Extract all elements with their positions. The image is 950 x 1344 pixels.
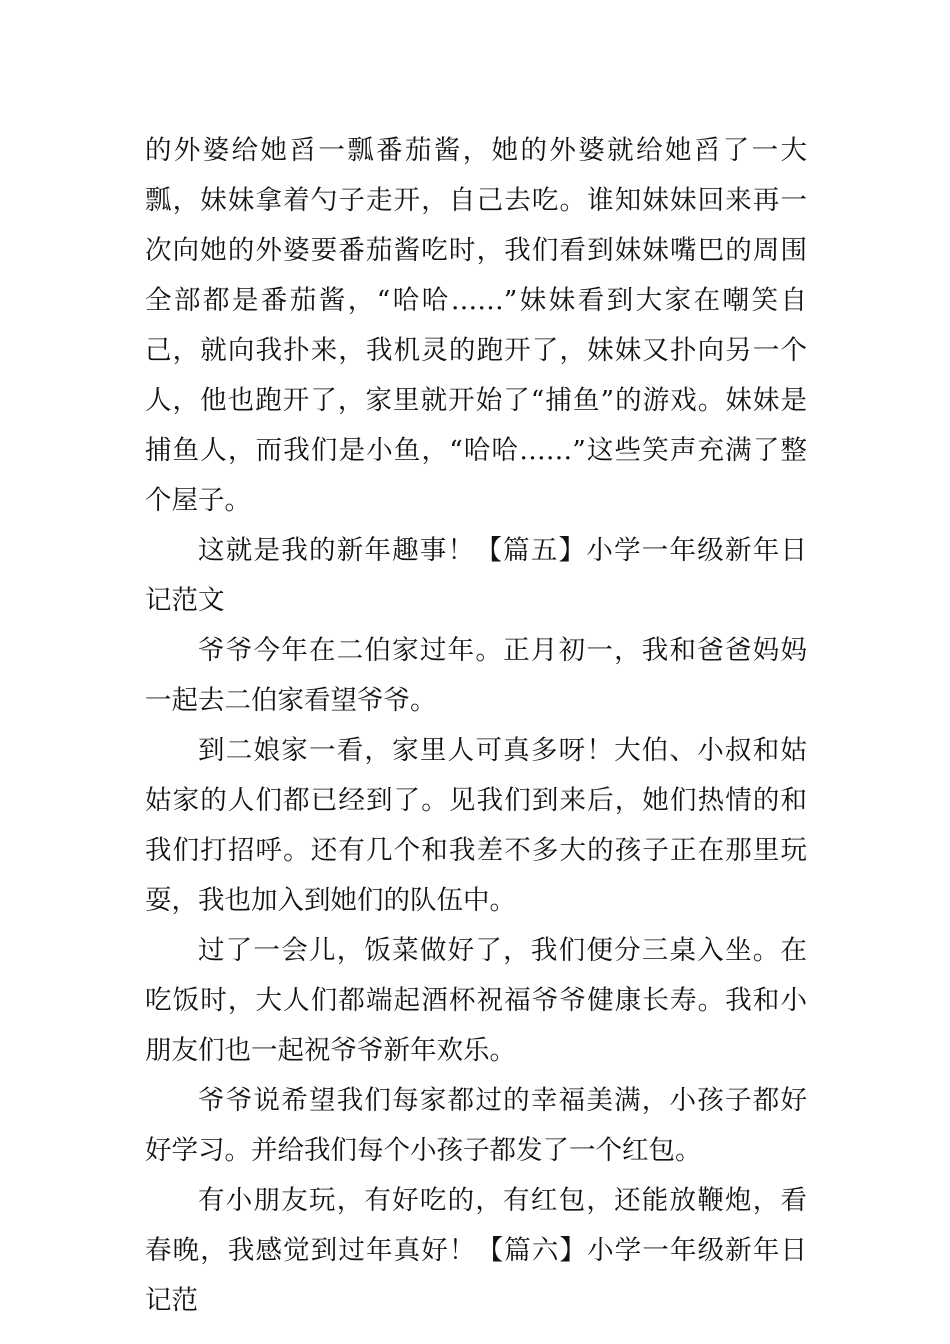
paragraph-4: 到二娘家一看，家里人可真多呀！大伯、小叔和姑姑家的人们都已经到了。见我们到来后，她们热情的和我们打招呼。还有几个和我差不多大的孩子正在那里玩耍，我也加入到她们的队伍中。 — [145, 735, 807, 916]
paragraph-5: 过了一会儿，饭菜做好了，我们便分三桌入坐。在吃饭时，大人们都端起酒杯祝福爷爷健康长寿。我和小朋友们也一起祝爷爷新年欢乐。 — [145, 935, 807, 1066]
paragraph-2: 这就是我的新年趣事！【篇五】小学一年级新年日记范文 — [145, 535, 807, 616]
paragraph-7: 有小朋友玩，有好吃的，有红包，还能放鞭炮，看春晚，我感觉到过年真好！【篇六】小学一年级新年日记范 — [145, 1185, 807, 1316]
paragraph-1: 的外婆给她舀一瓢番茄酱，她的外婆就给她舀了一大瓢，妹妹拿着勺子走开，自己去吃。谁知妹妹回来再一次向她的外婆要番茄酱吃时，我们看到妹妹嘴巴的周围全部都是番茄酱，“哈哈……”妹妹看到大家在嘲笑自己，就向我扑来，我机灵的跑开了，妹妹又扑向另一个人，他也跑开了，家里就开始了“捕鱼”的游戏。妹妹是捕鱼人，而我们是小鱼，“哈哈……”这些笑声充满了整个屋子。 — [145, 135, 807, 516]
paragraph-6: 爷爷说希望我们每家都过的幸福美满，小孩子都好好学习。并给我们每个小孩子都发了一个红包。 — [145, 1085, 807, 1166]
paragraph-3: 爷爷今年在二伯家过年。正月初一，我和爸爸妈妈一起去二伯家看望爷爷。 — [145, 635, 807, 716]
document-page — [145, 126, 807, 1326]
